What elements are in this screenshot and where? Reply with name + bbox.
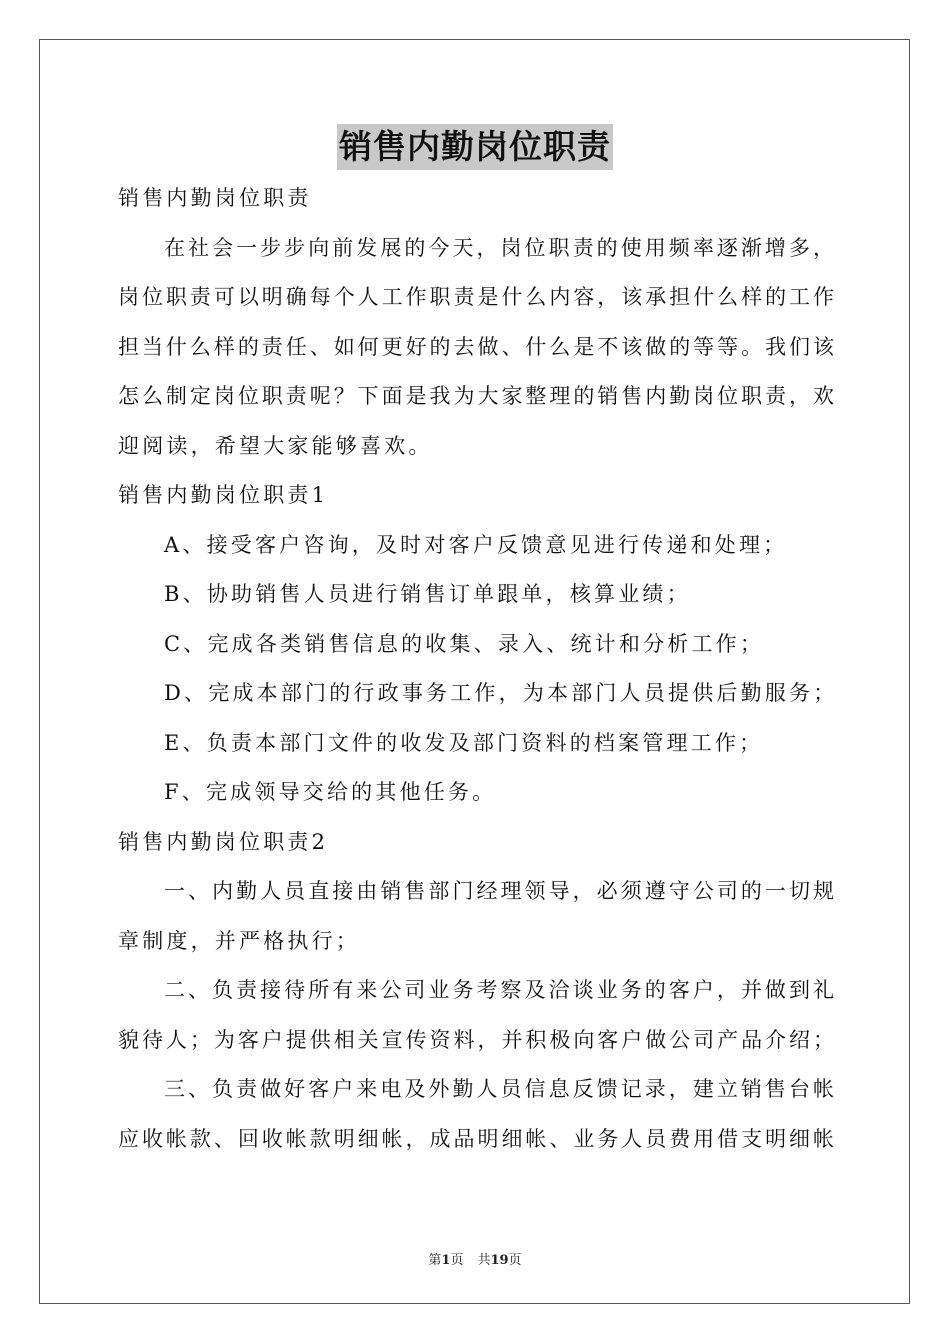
text-line: A、接受客户咨询，及时对客户反馈意见进行传递和处理；: [164, 532, 788, 557]
text-line: 一、内勤人员直接由销售部门经理领导，必须遵守公司的一切规: [164, 879, 834, 903]
title-container: [0, 124, 950, 170]
text-line: 担当什么样的责任、如何更好的去做、什么是不该做的等等。我们该: [118, 334, 834, 359]
text-line: 销售内勤岗位职责1: [118, 483, 329, 507]
text-line: 二、负责接待所有来公司业务考察及洽谈业务的客户，并做到礼: [164, 978, 834, 1002]
page-suffix: 页: [450, 1253, 464, 1268]
document-body: [118, 174, 838, 1164]
text-line: 三、负责做好客户来电及外勤人员信息反馈记录，建立销售台帐: [164, 1077, 834, 1101]
text-line: 在社会一步步向前发展的今天，岗位职责的使用频率逐渐增多，: [164, 235, 834, 260]
text-line: 怎么制定岗位职责呢？下面是我为大家整理的销售内勤岗位职责，欢: [118, 384, 834, 408]
text-line: 岗位职责可以明确每个人工作职责是什么内容，该承担什么样的工作: [118, 285, 834, 309]
text-line: 迎阅读，希望大家能够喜欢。: [118, 433, 433, 458]
total-pages: 19: [490, 1253, 509, 1268]
text-line: 销售内勤岗位职责2: [118, 829, 329, 854]
page-prefix: 第: [428, 1253, 442, 1268]
document-title: 销售内勤岗位职责: [337, 124, 613, 170]
text-line: D、完成本部门的行政事务工作，为本部门人员提供后勤服务；: [164, 681, 838, 705]
text-line: C、完成各类销售信息的收集、录入、统计和分析工作；: [164, 631, 765, 656]
text-line: 应收帐款、回收帐款明细帐，成品明细帐、业务人员费用借支明细帐: [118, 1126, 834, 1151]
text-line: 貌待人；为客户提供相关宣传资料，并积极向客户做公司产品介绍；: [118, 1027, 834, 1052]
total-prefix: 共: [477, 1253, 491, 1268]
text-line: F、完成领导交给的其他任务。: [164, 780, 497, 804]
total-suffix: 页: [508, 1253, 522, 1268]
text-line: E、负责本部门文件的收发及部门资料的档案管理工作；: [164, 730, 764, 755]
text-line: B、协助销售人员进行销售订单跟单，核算业绩；: [164, 582, 691, 606]
text-line: 销售内勤岗位职责: [118, 186, 312, 210]
text-line: 章制度，并严格执行；: [118, 928, 360, 953]
page-footer: [0, 1249, 950, 1268]
page-number: 1: [441, 1253, 451, 1268]
